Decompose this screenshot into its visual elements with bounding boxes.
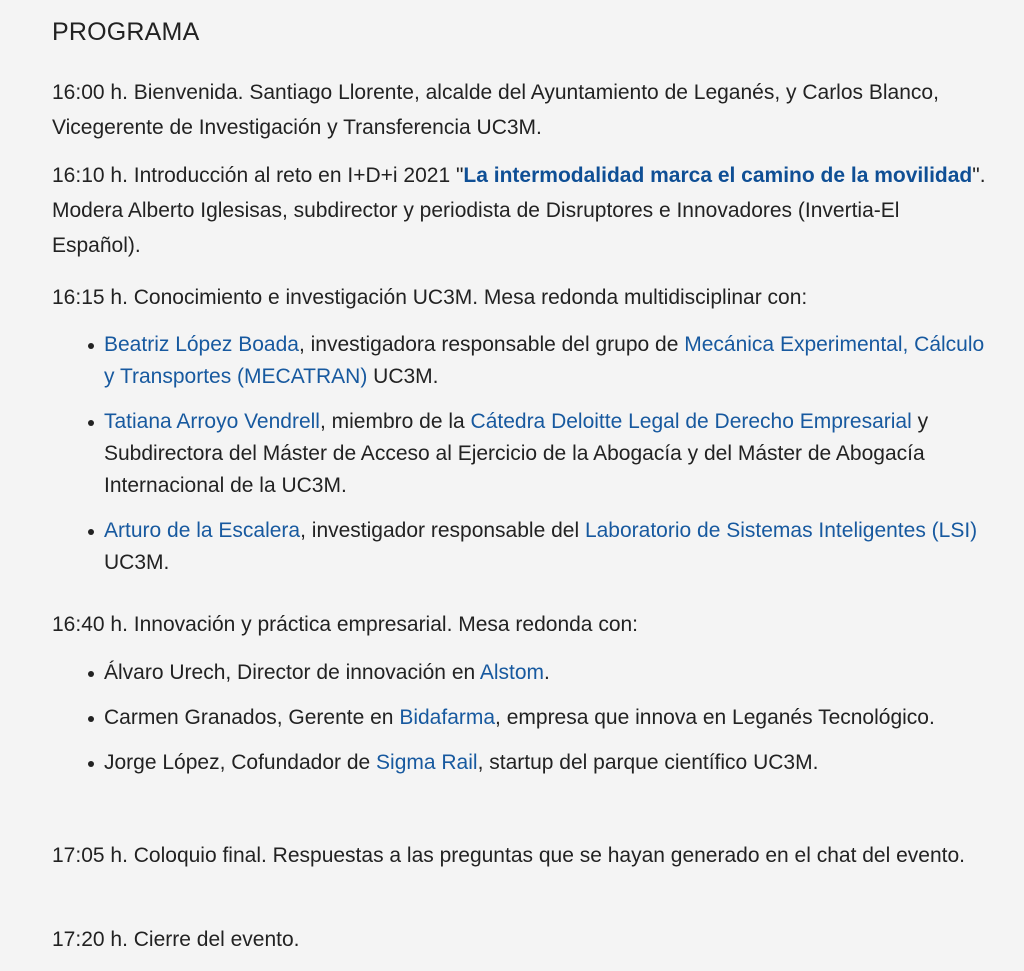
item-text: . (544, 661, 550, 684)
entry-text: Cierre del evento. (133, 928, 300, 951)
entry-time: 17:05 h. (52, 844, 128, 867)
group-link[interactable]: Laboratorio de Sistemas Inteligentes (LSI) (584, 519, 978, 542)
program-entry-closing (52, 922, 986, 957)
page-title: PROGRAMA (52, 18, 200, 46)
company-link[interactable]: Alstom (479, 661, 545, 684)
list-item (52, 515, 986, 579)
group-link[interactable]: Mecánica Experimental, Cálculo y Transportes (MECATRAN) (104, 333, 985, 388)
program-entry-panel-research (52, 280, 986, 315)
item-text: Álvaro Urech, Director de innovación en (104, 661, 480, 684)
entry-time: 16:15 h. (52, 286, 128, 309)
item-text: , investigadora responsable del grupo de (298, 333, 685, 356)
entry-time: 16:10 h. (52, 164, 128, 187)
program-entry-colloquium (52, 838, 986, 873)
entry-text: Coloquio final. Respuestas a las preguntas que se hayan generado en el chat del evento. (133, 844, 965, 867)
program-entry-intro (52, 158, 986, 263)
entry-text: Innovación y práctica empresarial. Mesa redonda con: (133, 613, 639, 636)
list-item (52, 406, 986, 502)
entry-text-before: Introducción al reto en I+D+i 2021 " (133, 164, 464, 187)
researcher-link[interactable]: Arturo de la Escalera (104, 519, 301, 542)
item-text: Jorge López, Cofundador de (104, 751, 377, 774)
item-text: UC3M. (367, 365, 439, 388)
item-text: , startup del parque científico UC3M. (477, 751, 819, 774)
entry-text-after: ". Modera Alberto Iglesisas, subdirector y periodista de Disruptores e Innovadores (Invertia-El Español). (52, 164, 986, 257)
company-link[interactable]: Sigma Rail (376, 751, 478, 774)
entry-time: 16:00 h. (52, 81, 128, 104)
entry-time: 17:20 h. (52, 928, 128, 951)
list-item (52, 329, 986, 393)
researcher-link[interactable]: Tatiana Arroyo Vendrell (104, 410, 320, 433)
business-panel-list (52, 657, 986, 792)
program-entry-welcome (52, 75, 986, 145)
program-entry-panel-business (52, 607, 986, 642)
list-item (52, 702, 986, 734)
list-item (52, 747, 986, 779)
item-text: , empresa que innova en Leganés Tecnológico. (495, 706, 935, 729)
challenge-link[interactable]: La intermodalidad marca el camino de la movilidad (463, 164, 973, 187)
research-panel-list (52, 329, 986, 592)
item-text: y Subdirectora del Máster de Acceso al Ejercicio de la Abogacía y del Máster de Abogacía Internacional de la UC3M. (104, 410, 929, 497)
company-link[interactable]: Bidafarma (399, 706, 496, 729)
researcher-link[interactable]: Beatriz López Boada (104, 333, 299, 356)
list-item (52, 657, 986, 689)
entry-text: Bienvenida. Santiago Llorente, alcalde del Ayuntamiento de Leganés, y Carlos Blanco, Vicegerente de Investigación y Transferencia UC3M. (52, 81, 939, 139)
entry-text: Conocimiento e investigación UC3M. Mesa redonda multidisciplinar con: (133, 286, 808, 309)
item-text: , miembro de la (319, 410, 471, 433)
entry-time: 16:40 h. (52, 613, 128, 636)
item-text: , investigador responsable del (300, 519, 585, 542)
item-text: Carmen Granados, Gerente en (104, 706, 400, 729)
group-link[interactable]: Cátedra Deloitte Legal de Derecho Empresarial (470, 410, 912, 433)
item-text: UC3M. (104, 551, 170, 574)
